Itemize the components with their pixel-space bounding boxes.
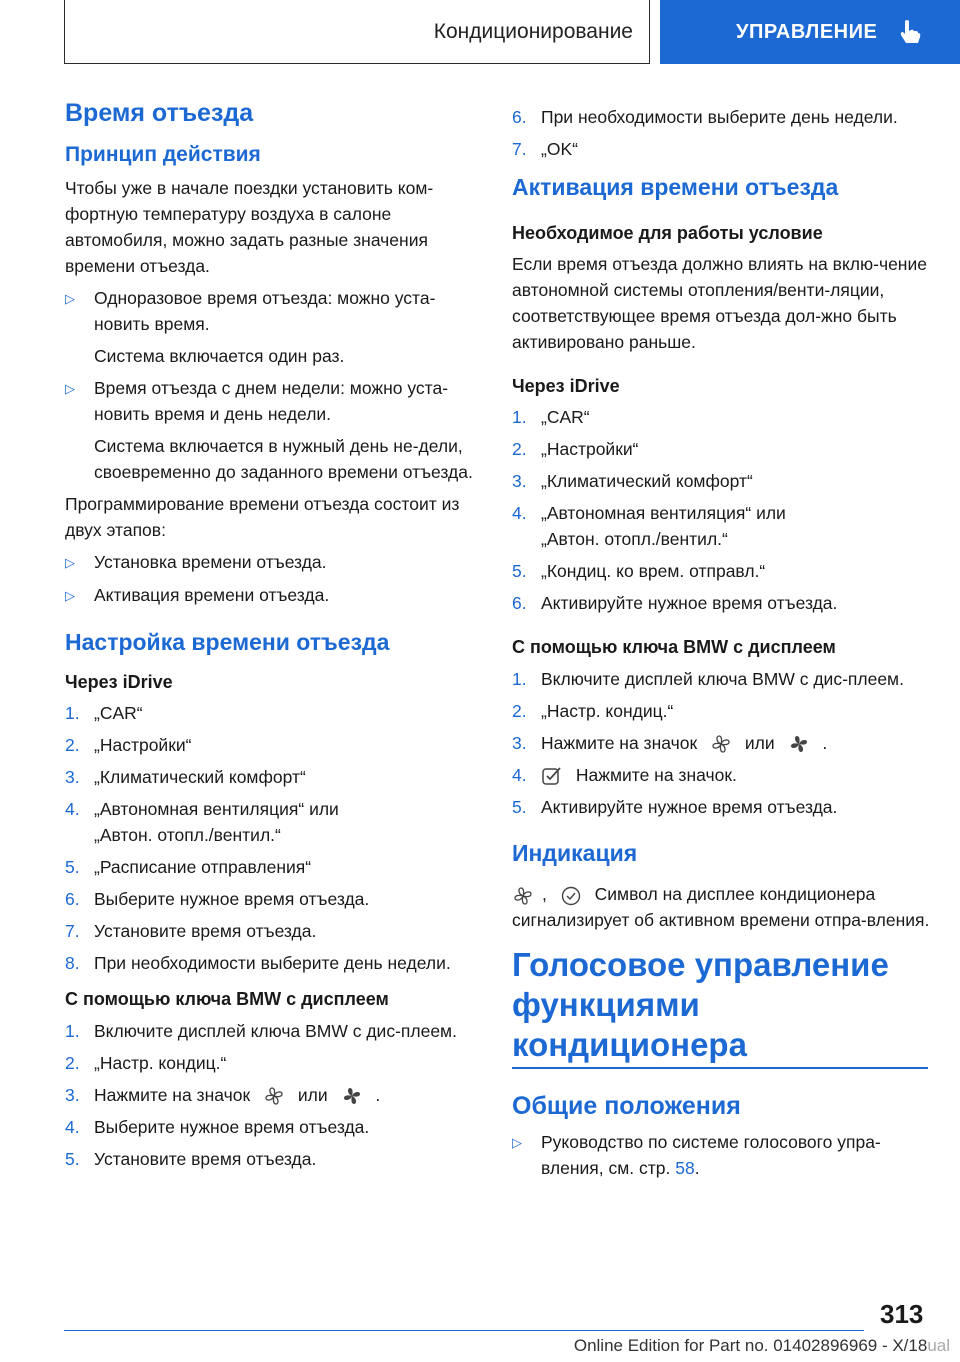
list-item [65,549,485,576]
heading-voice-control: Голосовое управление функциями кондиционера [512,946,889,1064]
clock-check-icon [560,885,582,907]
list-item: ▷ Руководство по системе голосового упра-вления, см. стр. 58. [512,1129,930,1181]
triangle-bullet-icon: ▷ [512,1135,522,1151]
heading-principle: Принцип действия [65,143,261,166]
list-item: 4. „Автономная вентиляция“ или „Автон. отопл./вентил.“ [65,799,339,846]
triangle-bullet-icon: ▷ [65,588,75,604]
checkbox-icon [541,765,563,787]
fan-low-icon [341,1085,363,1107]
left-column [65,98,485,1178]
list-item [65,582,485,609]
header-tab-label: УПРАВЛЕНИЕ [736,20,878,43]
heading-via-idrive: Через iDrive [512,375,620,396]
list-item: 1. Включите дисплей ключа BMW с дис-плеем. [65,1020,457,1041]
header-section-box [64,0,650,64]
header-section-title: Кондиционирование [433,19,633,43]
triangle-bullet-icon: ▷ [65,381,75,397]
bullet-text: Установка времени отъезда. [94,552,327,573]
list-item [65,285,485,337]
heading-rule [512,1067,928,1069]
list-item: 5. Установите время отъезда. [65,1148,317,1169]
list-item: 6. Выберите нужное время отъезда. [65,889,370,910]
list-item: 3. „Климатический комфорт“ [512,471,753,492]
footer-site: ual [927,1336,950,1355]
list-item: 4. „Автономная вентиляция“ или „Автон. отопл./вентил.“ [512,503,786,550]
list-item: 2. „Настройки“ [512,439,639,460]
heading-setting: Настройка времени отъезда [65,629,390,656]
page-number: 313 [880,1299,924,1329]
heading-via-idrive: Через iDrive [65,671,173,692]
list-item: 6. При необходимости выберите день недели. [512,107,898,127]
page-link[interactable]: 58 [675,1158,695,1179]
list-item [65,375,485,427]
list-item: 1. „CAR“ [65,703,143,724]
list-item: 3. Нажмите на значок или . [65,1082,485,1108]
bullet-text: Время отъезда с днем недели: можно уста-новить время и день недели. [94,378,449,425]
heading-via-key: С помощью ключа BMW с дисплеем [512,637,836,658]
bullet-subtext: Система включается в нужный день не-дели, своевременно до заданного времени отъезда. [94,436,473,483]
list-item: 5. „Расписание отправления“ [65,857,312,878]
list-item: 1. „CAR“ [512,407,590,428]
fan-icon [512,885,534,907]
bullet-text: Одноразовое время отъезда: можно уста-новить время. [94,288,436,335]
list-item: 7. „OK“ [512,139,578,159]
list-item: 4. Нажмите на значок. [512,762,930,788]
hand-pointer-icon [899,19,921,45]
footer-rule [64,1330,864,1331]
list-item: 7. Установите время отъезда. [65,921,317,942]
heading-departure-time: Время отъезда [65,99,254,127]
bullet-subtext: Система включается один раз. [94,346,345,367]
heading-general: Общие положения [512,1092,741,1121]
list-item: 2. „Настройки“ [65,735,192,756]
heading-required: Необходимое для работы условие [512,222,823,243]
heading-indication: Индикация [512,839,638,866]
list-item: 2. „Настр. кондиц.“ [65,1052,227,1073]
footer [0,1336,960,1356]
indication-text: , Символ на дисплее кондиционера сигнализирует об активном времени отпра-вления. [512,884,930,931]
list-item: 4. Выберите нужное время отъезда. [65,1116,370,1137]
list-item: 8. При необходимости выберите день недели. [65,953,451,974]
fan-low-icon [788,733,810,755]
programming-text: Программирование времени отъезда состоит из двух этапов: [65,494,460,541]
required-text: Если время отъезда должно влиять на вклю-чение автономной системы отопления/венти-ляции, соответствующее время отъезда дол-жно быть активировано раньше. [512,253,927,352]
list-item: 3. „Климатический комфорт“ [65,767,306,788]
intro-text: Чтобы уже в начале поездки установить ком-фортную температуру воздуха в салоне автомобиля, можно задать разные значения времени отъезда. [65,178,434,277]
footer-text: Online Edition for Part no. 01402896969 - X/18 [573,1336,928,1355]
list-item: 5. Активируйте нужное время отъезда. [512,796,838,817]
heading-activation: Активация времени отъезда [512,174,839,200]
list-item: 1. Включите дисплей ключа BMW с дис-плеем. [512,668,904,689]
list-item: 6. Активируйте нужное время отъезда. [512,593,838,614]
right-column [512,104,930,1187]
fan-icon [263,1085,285,1107]
header-tab[interactable] [660,0,960,64]
triangle-bullet-icon: ▷ [65,555,75,571]
fan-icon [710,733,732,755]
list-item: 5. „Кондиц. ко врем. отправл.“ [512,561,766,582]
heading-via-key: С помощью ключа BMW с дисплеем [65,989,389,1010]
list-item: 3. Нажмите на значок или . [512,730,930,756]
bullet-text: Активация времени отъезда. [94,585,330,606]
triangle-bullet-icon: ▷ [65,291,75,307]
list-item: 2. „Настр. кондиц.“ [512,700,674,721]
